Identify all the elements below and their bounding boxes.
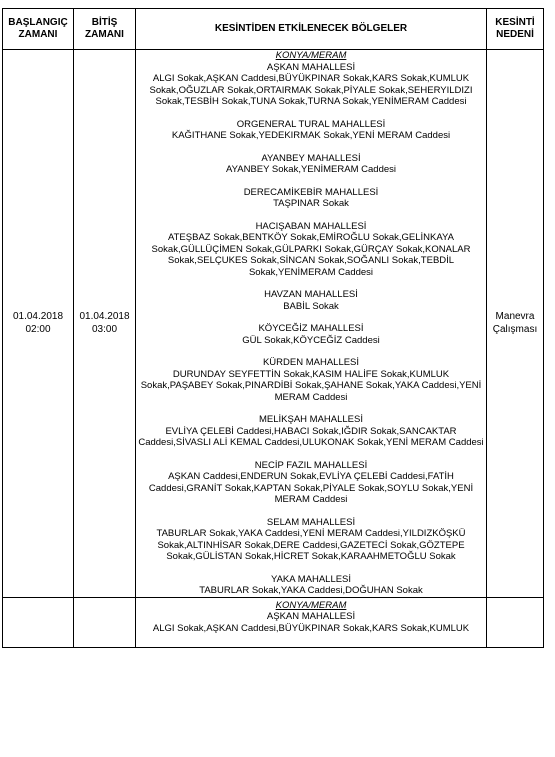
neighborhood-name: KÜRDEN MAHALLESİ <box>262 357 360 368</box>
neighborhood-name: MELİKŞAH MAHALLESİ <box>258 414 363 425</box>
neighborhood-name: DERECAMİKEBİR MAHALLESİ <box>243 186 379 198</box>
header-row <box>3 9 544 50</box>
street-list: ALGI Sokak,AŞKAN Caddesi,BÜYÜKPINAR Sokak,KARS Sokak,KUMLUK <box>152 622 470 634</box>
street-list: AŞKAN Caddesi,ENDERUN Sokak,EVLİYA ÇELEBİ Caddesi,FATİH Caddesi,GRANİT Sokak,KAPTAN Sokak,PİYALE Sokak,SOYLU Sokak,YENİ MERAM Caddesi <box>148 471 474 505</box>
regions-cell <box>136 597 487 647</box>
street-list: GÜL Sokak,KÖYCEĞİZ Caddesi <box>242 334 380 346</box>
street-list: TABURLAR Sokak,YAKA Caddesi,DOĞUHAN Sokak <box>199 585 423 596</box>
neighborhood-block <box>136 289 486 312</box>
neighborhood-block <box>136 611 486 634</box>
reason-cell: Manevra Çalışması <box>487 50 544 598</box>
neighborhood-name: SELAM MAHALLESİ <box>266 516 356 528</box>
street-list: AYANBEY Sokak,YENİMERAM Caddesi <box>225 164 396 175</box>
neighborhood-name: ORGENERAL TURAL MAHALLESİ <box>236 118 386 130</box>
street-list: TABURLAR Sokak,YAKA Caddesi,YENİ MERAM Caddesi,YILDIZKÖŞKÜ Sokak,ALTINHİSAR Sokak,DERE Caddesi,GAZETECİ Sokak,GÖZTEPE Sokak,GÜLİSTAN Sokak,HİCRET Sokak,KARAAHMETOĞLU Sokak <box>156 528 466 562</box>
street-list: ALGI Sokak,AŞKAN Caddesi,BÜYÜKPINAR Sokak,KARS Sokak,KUMLUK Sokak,OĞUZLAR Sokak,ORTAIRMAK Sokak,PİYALE Sokak,SEHERYILDIZI Sokak,TESBİH Sokak,TUNA Sokak,TURNA Sokak,YENİMERAM Caddesi <box>149 73 473 107</box>
neighborhood-name: NECİP FAZIL MAHALLESİ <box>254 459 368 471</box>
neighborhood-name: AŞKAN MAHALLESİ <box>266 611 356 622</box>
table-row <box>3 597 544 647</box>
neighborhood-block <box>136 62 486 108</box>
neighborhood-name: KÖYCEĞİZ MAHALLESİ <box>258 323 364 334</box>
header-end-time: BİTİŞ ZAMANI <box>74 9 136 50</box>
table-row <box>3 50 544 598</box>
street-list: ATEŞBAZ Sokak,BENTKÖY Sokak,EMİROĞLU Sokak,GELİNKAYA Sokak,GÜLLÜÇİMEN Sokak,GÜLPARKI Sokak,GÜRÇAY Sokak,KONALAR Sokak,SELÇUKES Sokak,SİNCAN Sokak,SOĞANLI Sokak,TEBDİL Sokak,YENİMERAM Caddesi <box>151 232 471 278</box>
neighborhood-block <box>136 574 486 597</box>
end-time-cell: 01.04.2018 03:00 <box>74 50 136 598</box>
neighborhood-block <box>136 153 486 176</box>
street-list: TAŞPINAR Sokak <box>273 198 349 209</box>
street-list: DURUNDAY SEYFETTİN Sokak,KASIM HALİFE Sokak,KUMLUK Sokak,PAŞABEY Sokak,PINARDİBİ Sokak,ŞAHANE Sokak,YAKA Caddesi,YENİ MERAM Caddesi <box>140 368 482 403</box>
street-list: BABİL Sokak <box>283 300 339 312</box>
outage-table <box>2 8 544 648</box>
neighborhood-block <box>136 119 486 142</box>
neighborhood-name: AYANBEY MAHALLESİ <box>261 152 361 164</box>
start-time-cell: 01.04.2018 02:00 <box>3 50 74 598</box>
reason-cell <box>487 597 544 647</box>
city-district: KONYA/MERAM <box>275 599 347 611</box>
regions-cell <box>136 50 487 598</box>
city-district: KONYA/MERAM <box>275 50 347 61</box>
neighborhood-name: HACIŞABAN MAHALLESİ <box>255 220 367 232</box>
neighborhood-block <box>136 414 486 449</box>
street-list: KAĞITHANE Sokak,YEDEKIRMAK Sokak,YENİ MERAM Caddesi <box>171 130 451 141</box>
neighborhood-block <box>136 517 486 563</box>
neighborhood-block <box>136 221 486 279</box>
neighborhood-block <box>136 187 486 210</box>
header-start-time: BAŞLANGIÇ ZAMANI <box>3 9 74 50</box>
neighborhood-name: AŞKAN MAHALLESİ <box>266 61 356 73</box>
neighborhood-block <box>136 323 486 346</box>
end-time-cell <box>74 597 136 647</box>
neighborhood-name: HAVZAN MAHALLESİ <box>264 289 358 300</box>
neighborhood-block <box>136 357 486 403</box>
start-time-cell <box>3 597 74 647</box>
neighborhood-name: YAKA MAHALLESİ <box>270 573 352 585</box>
header-reason: KESİNTİ NEDENİ <box>487 9 544 50</box>
header-regions: KESİNTİDEN ETKİLENECEK BÖLGELER <box>136 9 487 50</box>
neighborhood-block <box>136 460 486 506</box>
street-list: EVLİYA ÇELEBİ Caddesi,HABACI Sokak,IĞDIR Sokak,SANCAKTAR Caddesi,SİVASLI ALİ KEMAL Caddesi,ULUKONAK Sokak,YENİ MERAM Caddesi <box>138 425 484 448</box>
